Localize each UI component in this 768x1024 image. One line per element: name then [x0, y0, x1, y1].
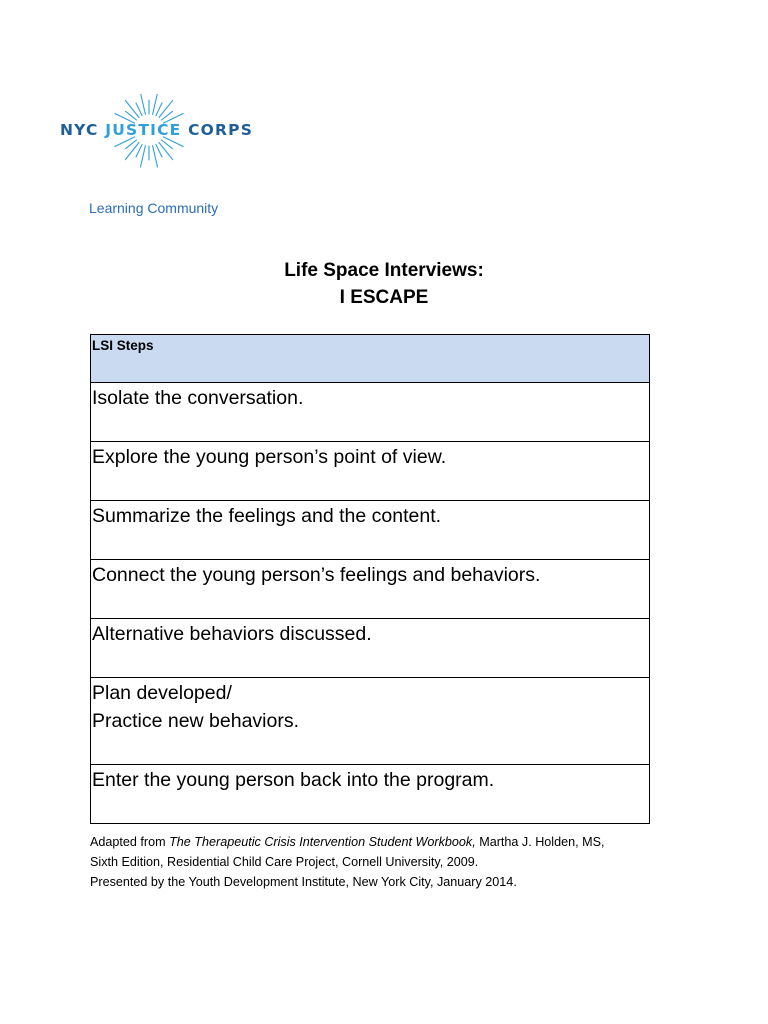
- starburst-ray: [125, 143, 139, 160]
- starburst-ray: [153, 94, 158, 114]
- step-connect: [91, 560, 650, 619]
- step-line: Practice new behaviors.: [92, 710, 300, 732]
- logo-word-corps: CORPS: [188, 121, 254, 139]
- table-row: [91, 442, 650, 501]
- step-line: Enter the young person back into the program.: [92, 769, 495, 791]
- page-subtitle: I ESCAPE: [339, 287, 429, 308]
- table-row: [91, 560, 650, 619]
- starburst-ray: [136, 144, 142, 157]
- step-line: Connect the young person’s feelings and behaviors.: [92, 564, 541, 586]
- logo-word-nyc: NYC: [60, 121, 99, 139]
- source-credit: [90, 832, 730, 892]
- page-title: Life Space Interviews:: [284, 260, 484, 281]
- step-line: Plan developed/: [92, 682, 232, 704]
- starburst-ray: [153, 146, 158, 167]
- table-row: [91, 678, 650, 765]
- step-explore: [91, 442, 650, 501]
- credit-author: Martha J. Holden, MS,: [475, 835, 605, 849]
- table-row: [91, 765, 650, 824]
- starburst-ray: [156, 103, 162, 116]
- starburst-ray: [159, 143, 173, 160]
- table-row: [91, 501, 650, 560]
- logo-wordmark: [60, 121, 253, 139]
- step-summarize: [91, 501, 650, 560]
- table-header-row: [91, 335, 650, 383]
- credit-prefix: Adapted from: [90, 835, 170, 849]
- table-header-lsi-steps: LSI Steps: [91, 335, 650, 383]
- starburst-ray: [125, 100, 139, 117]
- step-line: Alternative behaviors discussed.: [92, 623, 372, 645]
- credit-line-3: Presented by the Youth Development Institute, New York City, January 2014.: [90, 875, 517, 889]
- logo-word-justice: JUSTICE: [105, 121, 182, 139]
- credit-line-2: Sixth Edition, Residential Child Care Project, Cornell University, 2009.: [90, 855, 479, 869]
- starburst-ray: [141, 94, 146, 114]
- starburst-ray: [141, 146, 146, 167]
- step-line: Summarize the feelings and the content.: [92, 505, 442, 527]
- step-isolate: [91, 383, 650, 442]
- table-row: [91, 383, 650, 442]
- credit-book-title: The Therapeutic Crisis Intervention Student Workbook,: [169, 835, 476, 849]
- starburst-ray: [159, 100, 173, 117]
- step-plan-practice: [91, 678, 650, 765]
- lsi-steps-table: [90, 334, 650, 824]
- starburst-ray: [136, 103, 142, 116]
- step-line: Isolate the conversation.: [92, 387, 304, 409]
- step-enter: [91, 765, 650, 824]
- learning-community-label: Learning Community: [89, 200, 219, 216]
- step-alternative: [91, 619, 650, 678]
- step-line: Explore the young person’s point of view.: [92, 446, 447, 468]
- starburst-ray: [156, 144, 162, 157]
- nyc-justice-corps-logo: [60, 94, 260, 168]
- table-row: [91, 619, 650, 678]
